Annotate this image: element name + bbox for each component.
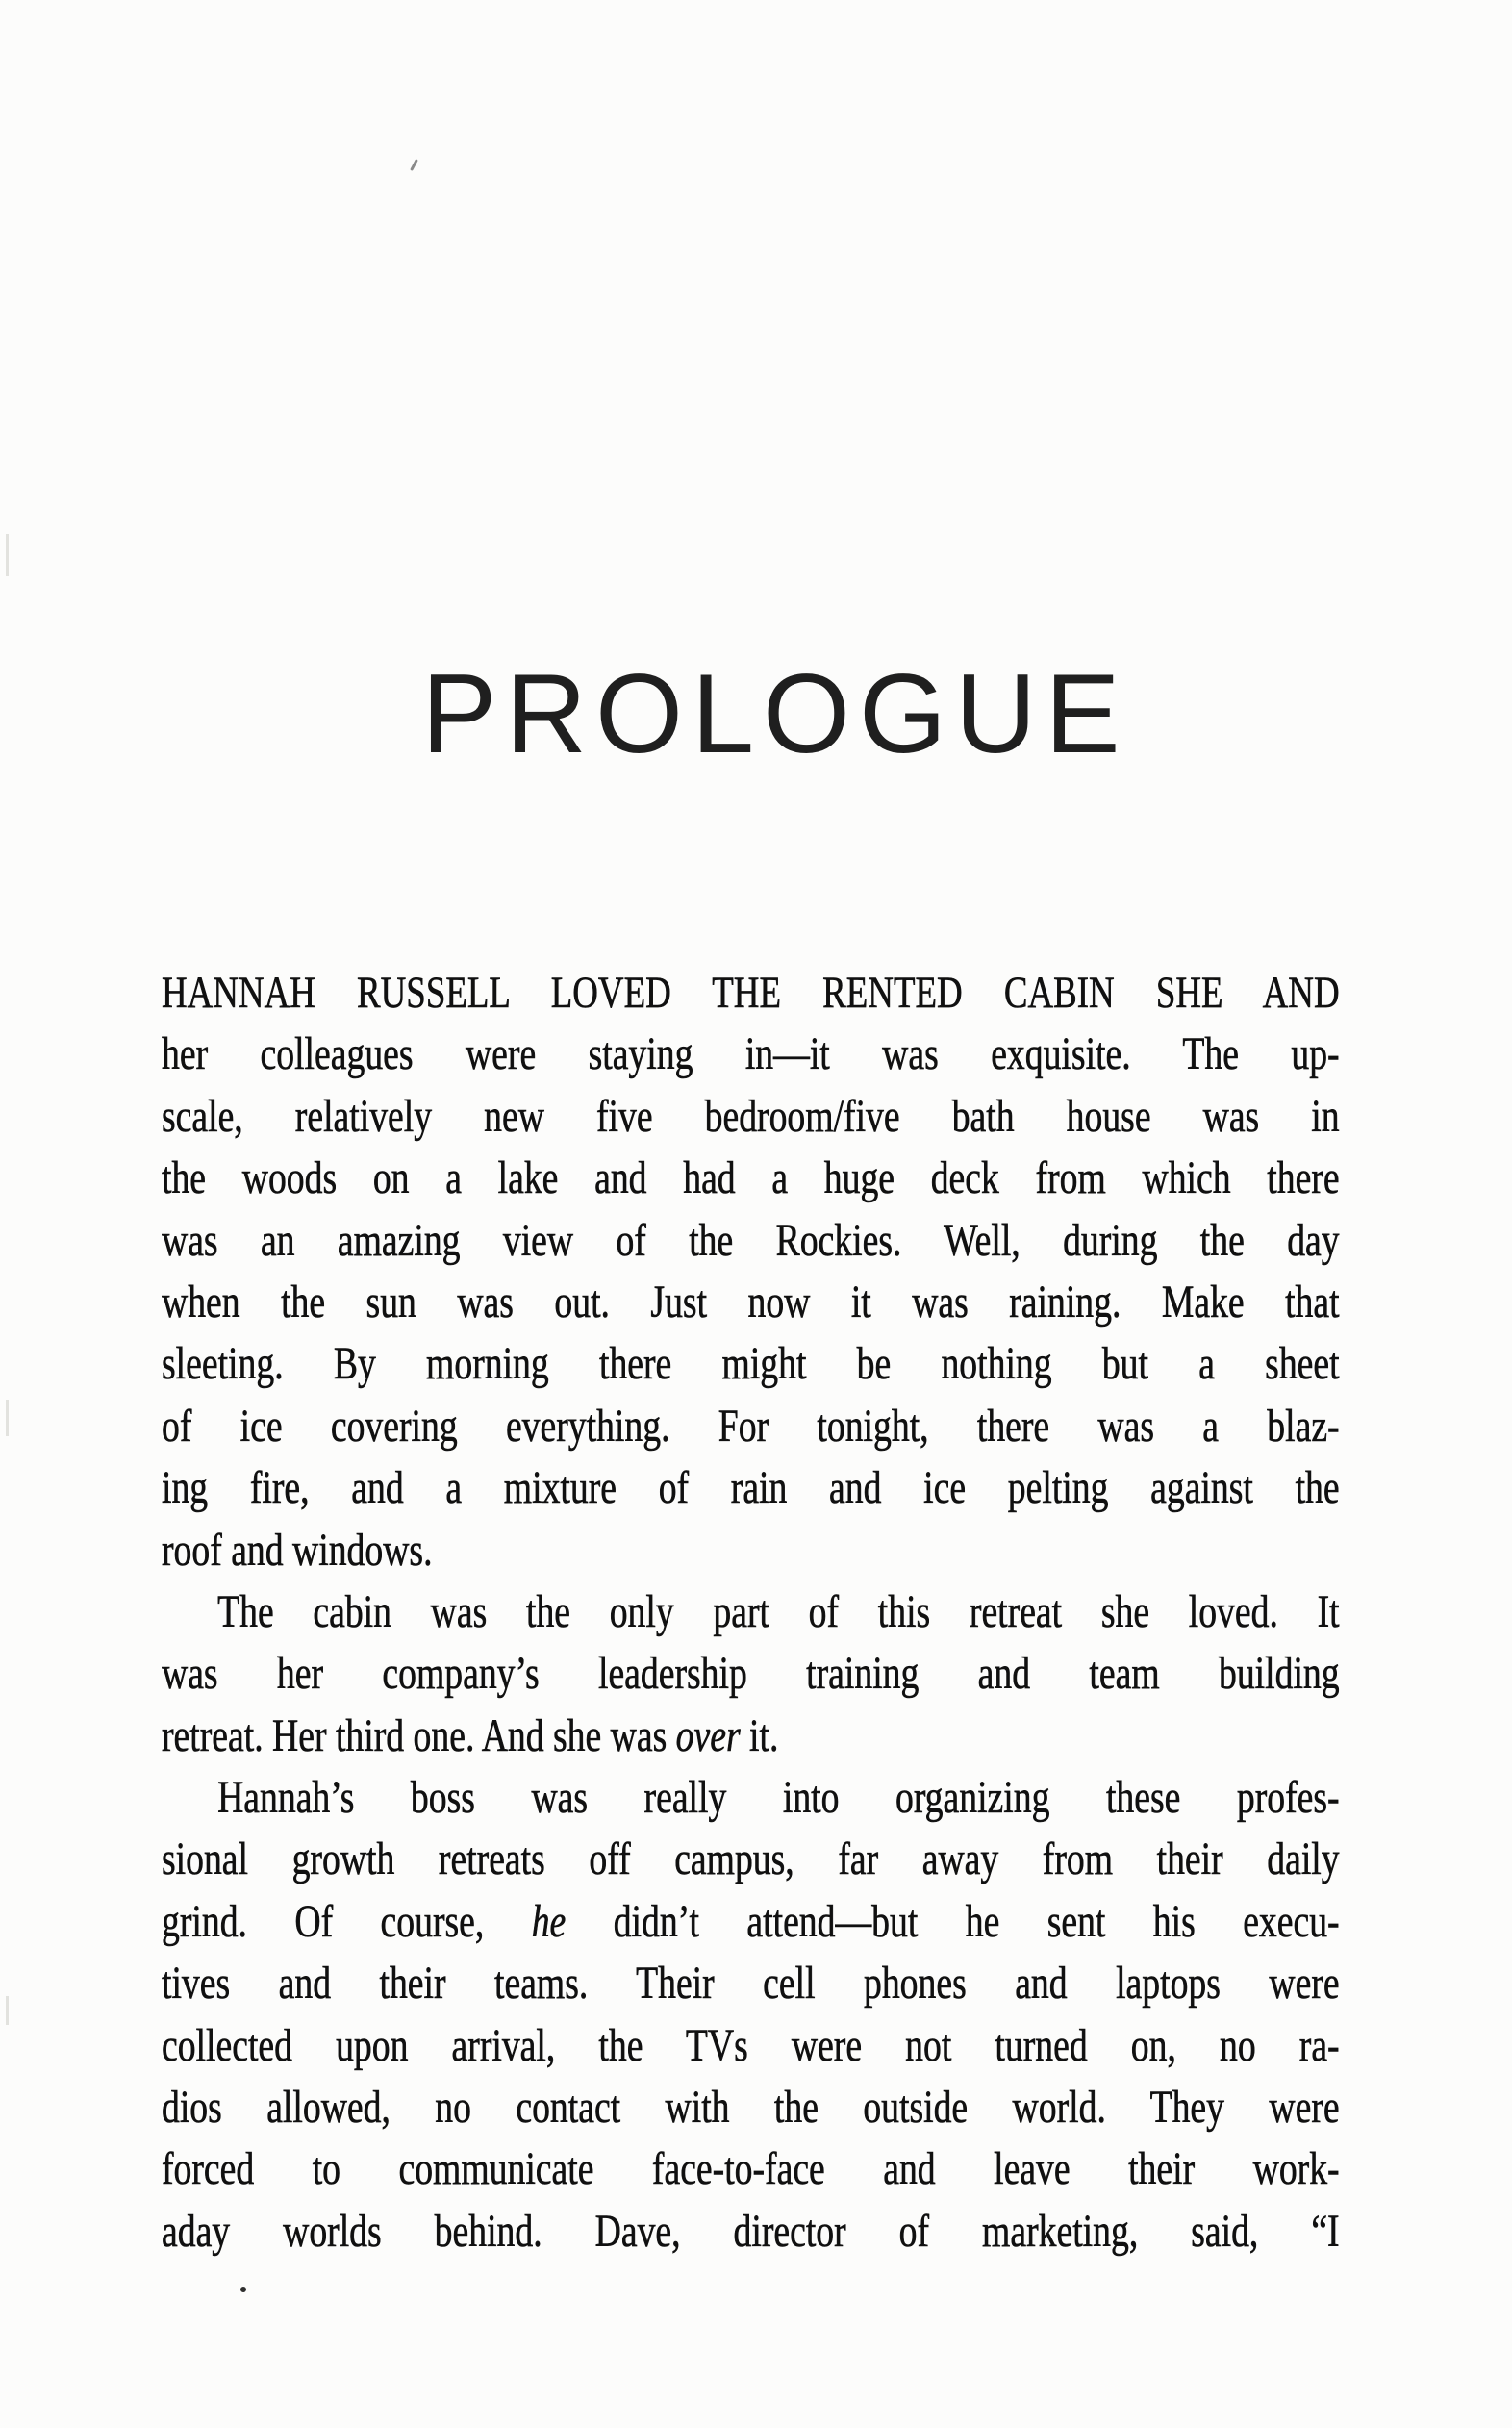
text-line: was an amazing view of the Rockies. Well, during the day bbox=[162, 1214, 1340, 1266]
scan-edge-mark bbox=[6, 534, 9, 576]
scan-edge-mark bbox=[6, 1996, 9, 2025]
text-segment: it. bbox=[740, 1709, 779, 1761]
paragraph-end-line: roof and windows. bbox=[162, 1524, 433, 1576]
scan-edge-mark bbox=[6, 1400, 9, 1436]
text-line: ing fire, and a mixture of rain and ice pelting against the bbox=[162, 1462, 1340, 1514]
italic-word: over bbox=[675, 1709, 741, 1761]
text-line: was her company’s leadership training and team building bbox=[162, 1648, 1340, 1700]
text-line: tives and their teams. Their cell phones and laptops were bbox=[162, 1958, 1340, 2010]
text-line: dios allowed, no contact with the outside world. They were bbox=[162, 2082, 1340, 2134]
text-line: collected upon arrival, the TVs were not turned on, no ra- bbox=[162, 2019, 1340, 2071]
paragraph-end-line bbox=[162, 1706, 1340, 1767]
text-line: sional growth retreats off campus, far away from their daily bbox=[162, 1834, 1340, 1885]
scan-artifact-dot bbox=[240, 2287, 246, 2292]
text-line bbox=[162, 1891, 1340, 1953]
opening-caps-line: HANNAH RUSSELL LOVED THE RENTED CABIN SHE AND bbox=[162, 968, 1340, 1018]
text-line: when the sun was out. Just now it was raining. Make that bbox=[162, 1276, 1340, 1328]
paragraph-start-line: Hannah’s boss was really into organizing these profes- bbox=[217, 1772, 1340, 1824]
paragraph-start-line: The cabin was the only part of this retreat she loved. It bbox=[217, 1585, 1340, 1637]
text-line: of ice covering everything. For tonight, there was a blaz- bbox=[162, 1400, 1340, 1452]
text-line: sleeting. By morning there might be nothing but a sheet bbox=[162, 1338, 1340, 1390]
text-line: her colleagues were staying in—it was exquisite. The up- bbox=[162, 1028, 1340, 1080]
text-segment: retreat. Her third one. And she was bbox=[162, 1709, 676, 1761]
chapter-title: PROLOGUE bbox=[421, 650, 1129, 776]
text-line: the woods on a lake and had a huge deck from which there bbox=[162, 1152, 1340, 1204]
text-line: forced to communicate face-to-face and leave their work- bbox=[162, 2143, 1340, 2195]
text-line: aday worlds behind. Dave, director of marketing, said, “I bbox=[162, 2205, 1340, 2257]
text-line: scale, relatively new five bedroom/five bath house was in bbox=[162, 1090, 1340, 1142]
text-segment: didn’t attend—but he sent his execu- bbox=[566, 1895, 1340, 1947]
scan-artifact-tick bbox=[410, 159, 418, 171]
body-text bbox=[162, 962, 1340, 2263]
italic-word: he bbox=[531, 1895, 567, 1947]
text-segment: grind. Of course, bbox=[162, 1895, 532, 1947]
